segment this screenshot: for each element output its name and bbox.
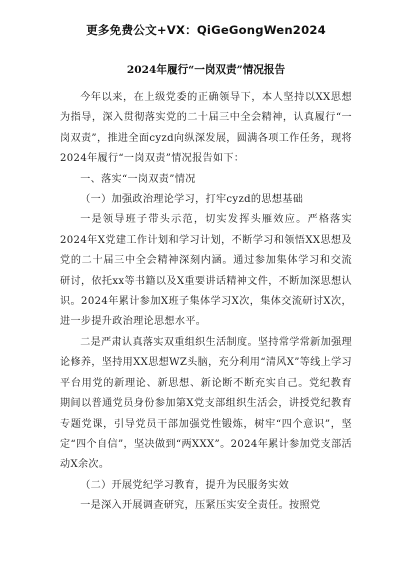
report-title: 2024年履行“一岗双责”情况报告: [126, 64, 286, 76]
intro-paragraph: 今年以来，在上级党委的正确领导下，本人坚持以XX思想为指导，深入贯彻落实党的二十届三中全会精神，认真履行“一岗双责”，推进全面cyzd向纵深发展，圆满各项工作任务，现将2024年履行“一岗双责”情况报告如下：: [60, 92, 352, 165]
subsection-heading-1: （一）加强政治理论学习，打牢cyzd的思想基础: [80, 194, 304, 206]
body-paragraph-3: 一是深入开展调查研究，压紧压实安全责任。按照党: [80, 500, 321, 512]
section-heading-1: 一、落实“一岗双责”情况: [80, 173, 196, 185]
body-paragraph-2: 二是严肃认真落实双重组织生活制度。坚持常学常新加强理论修养，坚持用XX思想WZ头脑，充分利用“清风X”等线上学习平台用党的新理论、新思想、新论断不断充实自己。党纪教育期间以普通党员身份参加第X党支部组织生活会，讲授党纪教育专题党课，引导党员干部加强党性锻炼，树牢“四个意识”，坚定“四个自信”，坚决做到“两XXX”。2024年累计参加党支部活动X余次。: [60, 336, 352, 471]
body-paragraph-1: 一是领导班子带头示范，切实发挥头雁效应。严格落实2024年X党建工作计划和学习计划，不断学习和领悟XX思想及党的二十届三中全会精神深刻内涵。通过参加集体学习和交流研讨，依托xx等书籍以及X重要讲话精神文件，不断加深思想认识。2024年累计参加X班子集体学习X次，集体交流研讨X次，进一步提升政治理论思想水平。: [60, 214, 352, 328]
page-header-text: 更多免费公文+VX：QiGeGongWen2024: [86, 23, 326, 37]
subsection-heading-2: （二）开展党纪学习教育，提升为民服务实效: [80, 479, 290, 491]
